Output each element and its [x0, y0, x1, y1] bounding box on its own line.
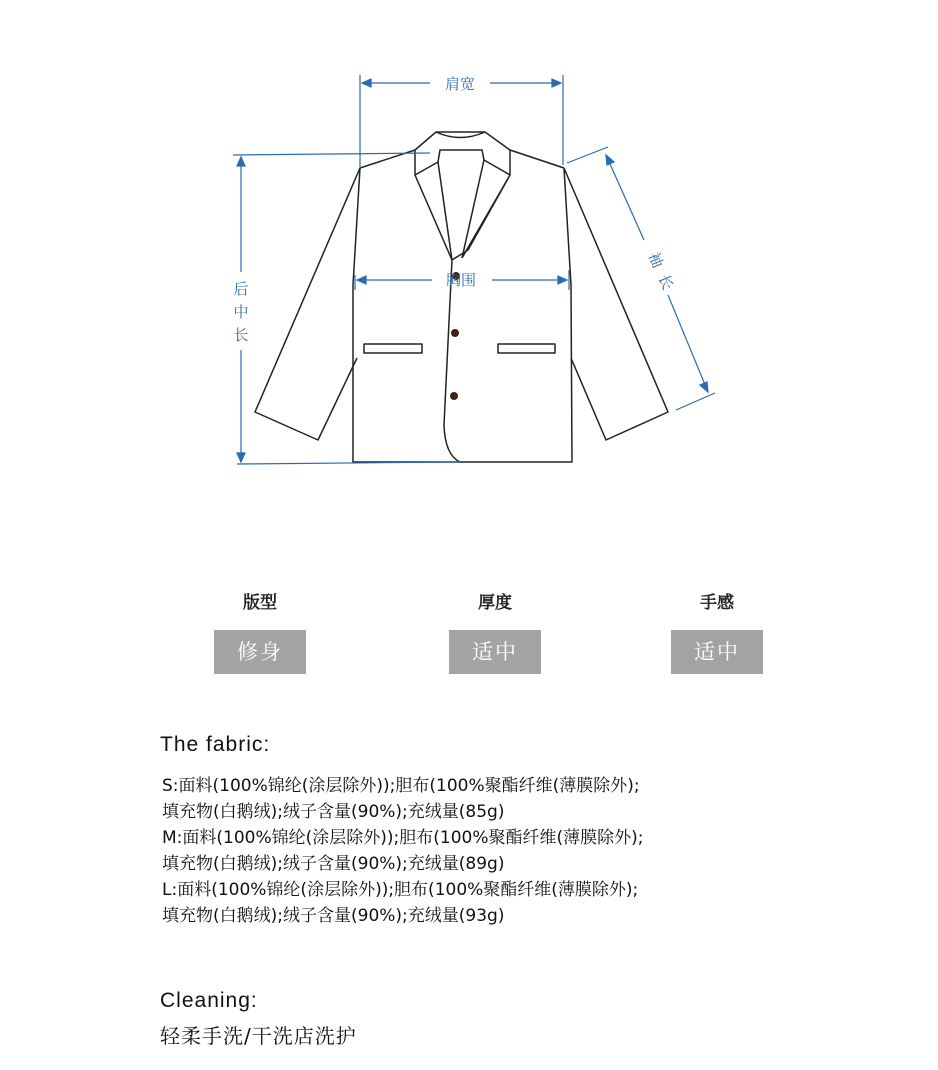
jacket-body	[353, 132, 572, 462]
attribute-fit	[214, 590, 306, 674]
button-middle	[451, 329, 459, 337]
back-length-label-2: 中	[233, 303, 249, 321]
attribute-value-badge: 适中	[671, 630, 763, 674]
attribute-title: 厚度	[478, 593, 512, 613]
attribute-value-badge: 适中	[449, 630, 541, 674]
attribute-title: 版型	[243, 593, 277, 613]
shoulder-label: 肩宽	[444, 75, 476, 93]
sleeve-label-2: 长	[654, 271, 677, 293]
right-shoulder	[510, 150, 564, 168]
fabric-line: M:面料(100%锦纶(涂层除外));胆布(100%聚酯纤维(薄膜除外);	[162, 828, 644, 848]
left-sleeve	[255, 168, 360, 440]
back-length-label-1: 后	[233, 280, 249, 298]
fabric-line: S:面料(100%锦纶(涂层除外));胆布(100%聚酯纤维(薄膜除外);	[162, 776, 640, 796]
attribute-hand-feel	[671, 590, 763, 674]
left-pocket	[364, 344, 422, 353]
back-length-label-3: 长	[233, 326, 249, 344]
attribute-thickness	[449, 590, 541, 674]
fabric-line: 填充物(白鹅绒);绒子含量(90%);充绒量(89g)	[162, 854, 505, 874]
sleeve-label-1: 袖	[644, 249, 667, 271]
button-bottom	[450, 392, 458, 400]
attribute-title: 手感	[700, 593, 734, 613]
cleaning-instructions: 轻柔手洗/干洗店洗护	[160, 1024, 357, 1048]
right-sleeve	[564, 168, 668, 440]
chest-label: 胸围	[445, 271, 477, 289]
fabric-line: 填充物(白鹅绒);绒子含量(90%);充绒量(85g)	[162, 802, 505, 822]
right-pocket	[498, 344, 555, 353]
collar	[436, 132, 485, 138]
jacket-size-diagram	[0, 0, 938, 520]
fabric-line: 填充物(白鹅绒);绒子含量(90%);充绒量(93g)	[162, 906, 505, 926]
left-lapel	[415, 162, 452, 260]
attribute-value-badge: 修身	[214, 630, 306, 674]
fabric-heading: The fabric:	[160, 733, 271, 756]
fabric-line: L:面料(100%锦纶(涂层除外));胆布(100%聚酯纤维(薄膜除外);	[162, 880, 639, 900]
fabric-details	[162, 773, 802, 929]
inner-neck	[438, 150, 484, 162]
right-lapel	[462, 160, 510, 258]
cleaning-heading: Cleaning:	[160, 989, 258, 1012]
